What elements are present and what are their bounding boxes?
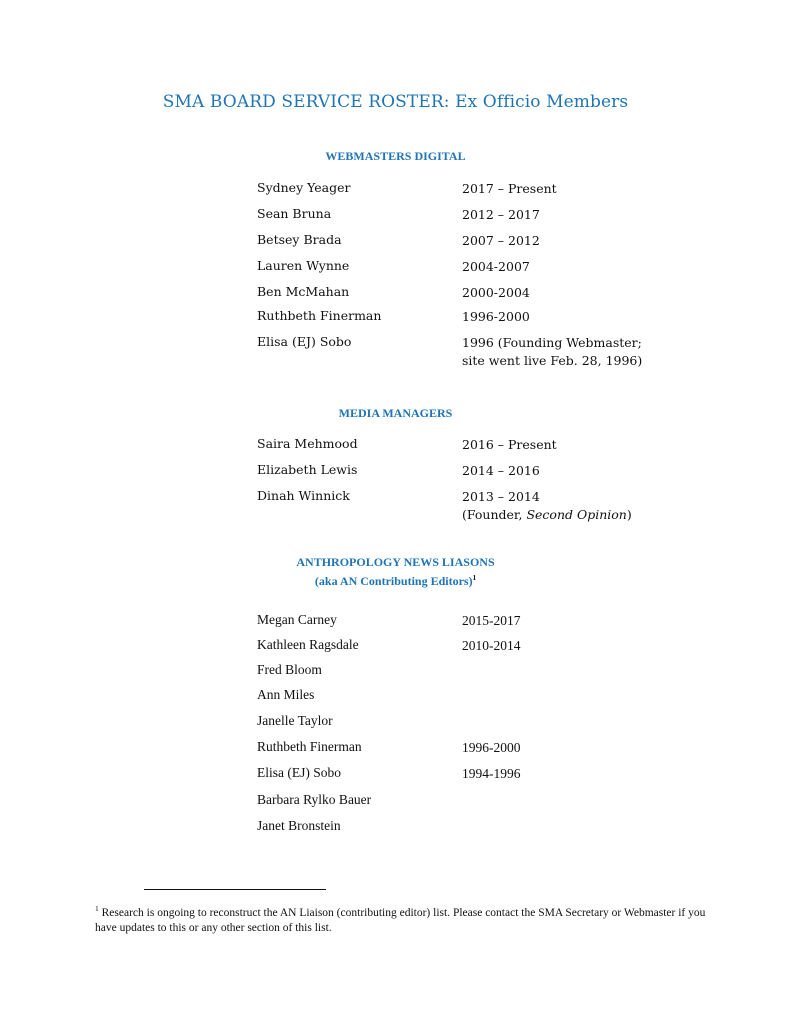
member-name: Elisa (EJ) Sobo: [257, 765, 341, 780]
member-name: Sydney Yeager: [257, 180, 351, 195]
service-years: 1996-2000: [462, 309, 530, 324]
member-name: Ruthbeth Finerman: [257, 739, 362, 754]
member-name: Saira Mehmood: [257, 436, 358, 451]
member-name: Ruthbeth Finerman: [257, 308, 382, 323]
member-name: Ann Miles: [257, 687, 315, 702]
service-years: 2014 – 2016: [462, 463, 540, 478]
service-years: 2010-2014: [462, 638, 521, 653]
list-item: [257, 284, 697, 306]
list-item: [257, 232, 697, 254]
an-liasons-heading-line1: ANTHROPOLOGY NEWS LIASONS: [296, 555, 495, 569]
member-name: Betsey Brada: [257, 232, 342, 247]
member-name: Janelle Taylor: [257, 713, 333, 728]
service-years: 2007 – 2012: [462, 233, 540, 248]
list-item: [257, 180, 697, 202]
footnote-number: 1: [95, 904, 99, 913]
member-name: Lauren Wynne: [257, 258, 350, 273]
list-item: [257, 637, 697, 659]
service-years: [462, 488, 632, 524]
member-name: Elisa (EJ) Sobo: [257, 334, 352, 349]
list-item: [257, 258, 697, 280]
founder-note-prefix: (Founder,: [462, 507, 527, 522]
member-name: Elizabeth Lewis: [257, 462, 358, 477]
service-years-line2: site went live Feb. 28, 1996): [462, 353, 643, 368]
list-item: [257, 206, 697, 228]
service-years: 2016 – Present: [462, 437, 557, 452]
list-item: [257, 662, 697, 684]
list-item: [257, 792, 697, 814]
list-item: [257, 488, 697, 528]
service-years: 2017 – Present: [462, 181, 557, 196]
service-years: 2012 – 2017: [462, 207, 540, 222]
list-item: [257, 462, 697, 484]
an-liasons-heading: [0, 554, 791, 589]
list-item: [257, 612, 697, 634]
list-item: [257, 713, 697, 735]
list-item: [257, 687, 697, 709]
list-item: [257, 308, 697, 330]
footnote-marker: 1: [472, 574, 477, 582]
member-name: Kathleen Ragsdale: [257, 637, 359, 652]
media-managers-heading: MEDIA MANAGERS: [338, 406, 453, 420]
service-years: [462, 334, 642, 370]
member-name: Sean Bruna: [257, 206, 332, 221]
service-years: 1994-1996: [462, 766, 521, 781]
service-years-line1: 2013 – 2014: [462, 489, 540, 504]
service-years: 2000-2004: [462, 285, 530, 300]
member-name: Megan Carney: [257, 612, 337, 627]
publication-title: Second Opinion: [526, 507, 627, 522]
member-name: Dinah Winnick: [257, 488, 350, 503]
list-item: [257, 765, 697, 787]
webmasters-heading: WEBMASTERS DIGITAL: [325, 149, 466, 163]
footnote-text: Research is ongoing to reconstruct the AN Liaison (contributing editor) list. Please contact the SMA Secretary or Webmaster if you have updates to this or any other section of this list.: [95, 906, 706, 934]
service-years: 2015-2017: [462, 613, 521, 628]
footnote: [95, 901, 715, 936]
founder-note-suffix: ): [626, 507, 632, 522]
member-name: Janet Bronstein: [257, 818, 341, 833]
list-item: [257, 436, 697, 458]
list-item: [257, 334, 697, 374]
service-years: 1996-2000: [462, 740, 521, 755]
service-years-line2: [462, 507, 632, 522]
service-years: 2004-2007: [462, 259, 530, 274]
list-item: [257, 818, 697, 840]
an-liasons-heading-line2: (aka AN Contributing Editors): [314, 574, 473, 588]
list-item: [257, 739, 697, 761]
service-years-line1: 1996 (Founding Webmaster;: [462, 335, 642, 350]
member-name: Fred Bloom: [257, 662, 322, 677]
member-name: Barbara Rylko Bauer: [257, 792, 372, 807]
footnote-separator: [144, 889, 326, 890]
page-title: SMA BOARD SERVICE ROSTER: Ex Officio Members: [162, 92, 629, 112]
member-name: Ben McMahan: [257, 284, 350, 299]
